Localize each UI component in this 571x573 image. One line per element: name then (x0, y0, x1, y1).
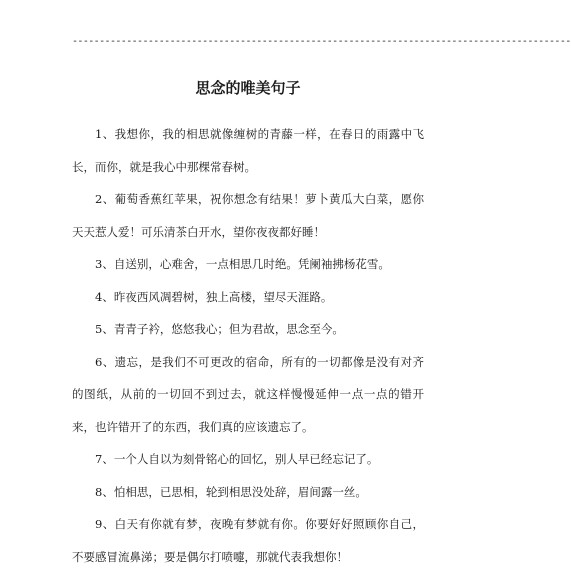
paragraph-1: 1、我想你，我的相思就像缠树的青藤一样，在春日的雨露中飞长，而你，就是我心中那棵常春树。 (72, 127, 424, 174)
document-title: 思念的唯美句子 (195, 79, 301, 97)
paragraph-4: 4、昨夜西风凋碧树，独上高楼，望尽天涯路。 (95, 289, 333, 304)
paragraph-7: 7、一个人自以为刻骨铭心的回忆，别人早已经忘记了。 (95, 452, 379, 466)
document-body (72, 118, 424, 573)
paragraph-3: 3、自送别，心难舍，一点相思几时绝。凭阑袖拂杨花雪。 (95, 257, 390, 271)
paragraph-2: 2、葡萄香蕉红苹果，祝你想念有结果！萝卜黄瓜大白菜，愿你天天惹人爱！可乐清茶白开水，望你夜夜都好睡！ (72, 192, 424, 239)
separator-line: -------------------------------------------------------------------------------------------- (72, 36, 571, 47)
paragraph-8: 8、怕相思，已思相，轮到相思没处辞，眉间露一丝。 (95, 484, 367, 499)
paragraph-5: 5、青青子衿，悠悠我心；但为君故，思念至今。 (95, 322, 344, 336)
paragraph-9: 9、白天有你就有梦，夜晚有梦就有你。你要好好照顾你自己，不要感冒流鼻涕；要是偶尔打喷嚏，那就代表我想你！ (72, 517, 424, 564)
paragraph-6: 6、遗忘，是我们不可更改的宿命，所有的一切都像是没有对齐的图纸，从前的一切回不到过去，就这样慢慢延伸一点一点的错开来，也许错开了的东西，我们真的应该遗忘了。 (72, 354, 424, 434)
